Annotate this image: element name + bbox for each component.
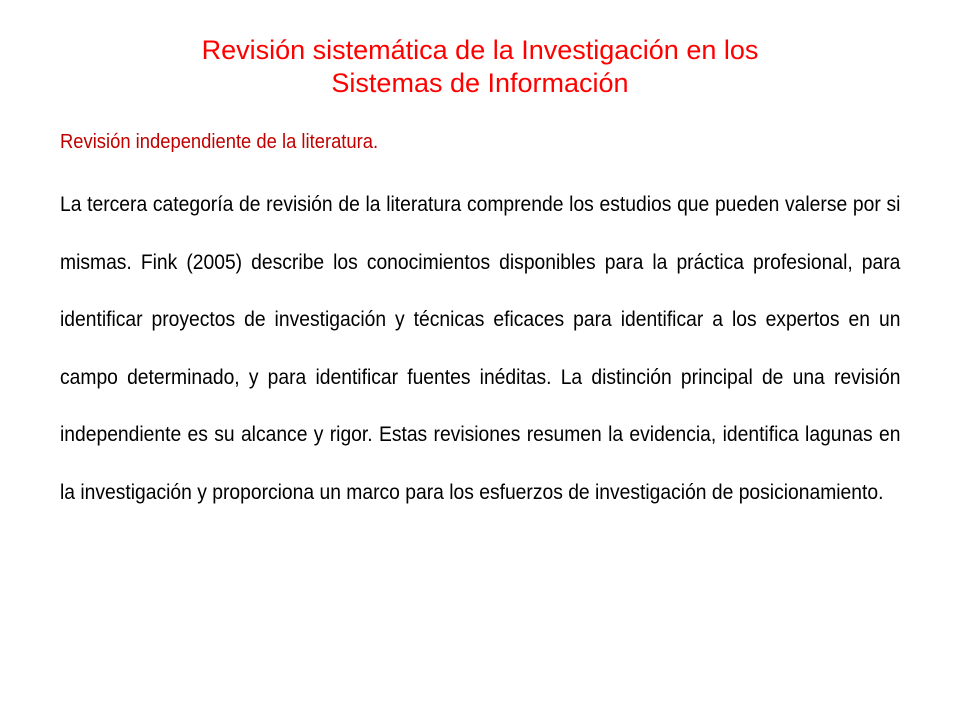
section-subtitle: Revisión independiente de la literatura. [60,131,379,153]
slide-title-line-2: Sistemas de Información [331,68,629,98]
slide-title-line-1: Revisión sistemática de la Investigación en los [201,35,759,65]
slide-title [60,34,900,100]
body-paragraph: La tercera categoría de revisión de la literatura comprende los estudios que pueden valerse por si mismas. Fink (2005) describe los conocimientos disponibles para la práctica profesional, para identificar proyectos de investigación y técnicas eficaces para identificar a los expertos en un campo determinado, y para identificar fuentes inéditas. La distinción principal de una revisión independiente es su alcance y rigor. Estas revisiones resumen la evidencia, identifica lagunas en la investigación y proporciona un marco para los esfuerzos de investigación de posicionamiento. [60,193,901,504]
